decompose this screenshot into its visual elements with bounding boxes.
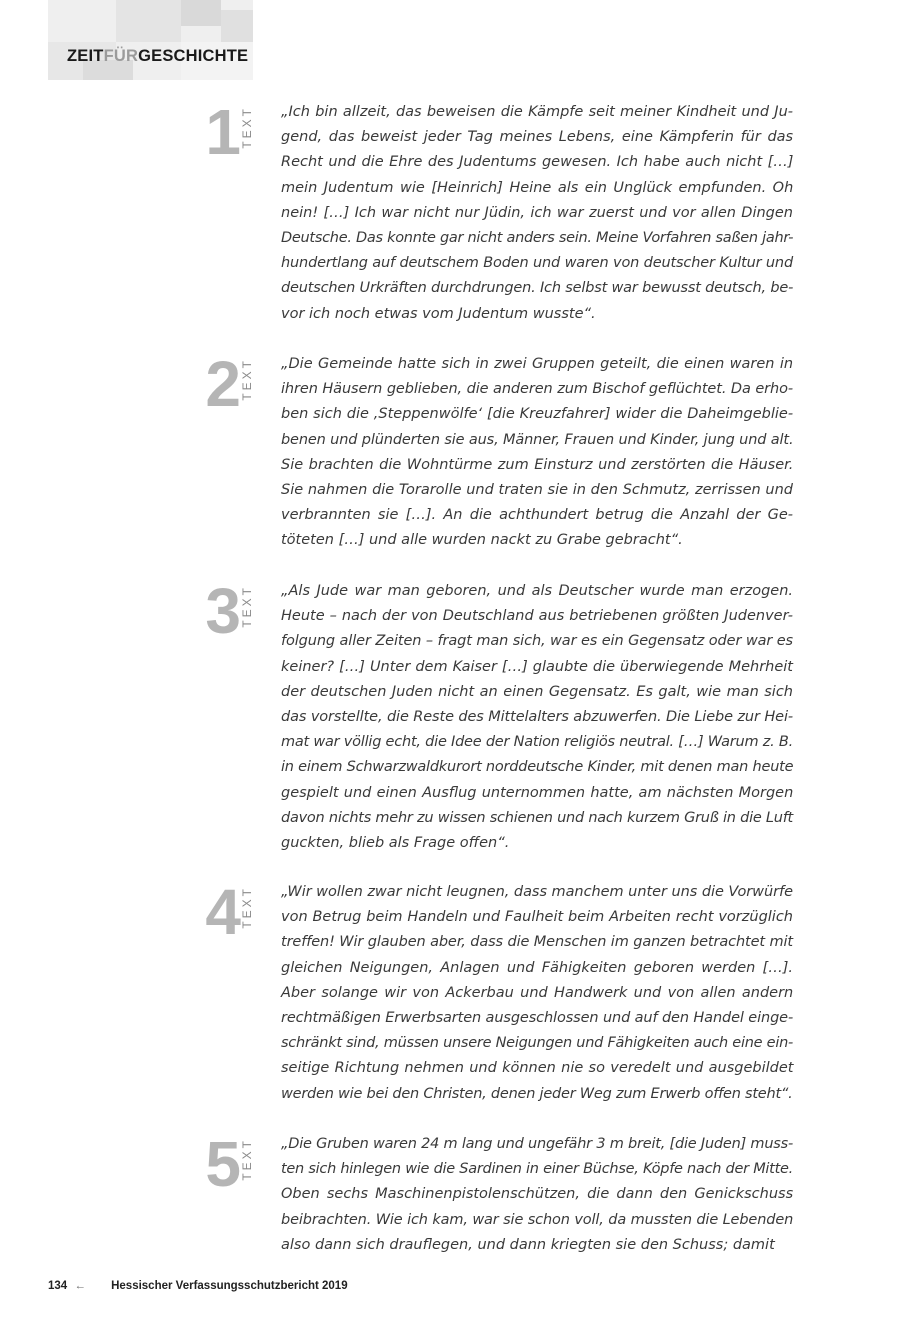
brand-logo <box>67 47 248 66</box>
quote-line: in einem Schwarzwaldkurort norddeutsche Kinder, mit denen man heute <box>281 759 794 776</box>
quote-line: Oben sechs Maschinenpistolenschützen, die dann den Genickschuss <box>281 1186 794 1203</box>
quote-text <box>281 579 793 856</box>
quote-text <box>281 1132 793 1258</box>
page-number: 134 <box>48 1280 68 1292</box>
logo-part-geschichte: GESCHICHTE <box>138 47 249 65</box>
quote-line: „Ich bin allzeit, das beweisen die Kämpfe seit meiner Kindheit und Ju- <box>281 104 793 120</box>
quote-text <box>281 100 793 327</box>
quote-line: Sie brachten die Wohntürme zum Einsturz und zerstörten die Häuser. <box>281 456 794 473</box>
quote-line: Deutsche. Das konnte gar nicht anders sein. Meine Vorfahren saßen jahr- <box>281 230 794 247</box>
quote-line: benen und plünderten sie aus, Männer, Frauen und Kinder, jung und alt. <box>281 431 794 448</box>
quote-line: gleichen Neigungen, Anlagen und Fähigkeiten geboren werden […]. <box>281 959 793 976</box>
quote-line: seitige Richtung nehmen und können nie so veredelt und ausgebildet <box>281 1060 794 1077</box>
logo-background <box>48 0 253 80</box>
text-label: TEXT <box>240 1138 254 1181</box>
quote-line: Heute – nach der von Deutschland aus betriebenen größten Judenver- <box>281 608 793 625</box>
quote-line: Sie nahmen die Torarolle und traten sie in den Schmutz, zerrissen und <box>281 482 793 499</box>
quote-line: schränkt sind, müssen unsere Neigungen und Fähigkeiten auch eine ein- <box>281 1035 793 1052</box>
quote-line: deutschen Urkräften durchdrungen. Ich selbst war bewusst deutsch, be- <box>281 280 794 297</box>
quote-line: keiner? […] Unter dem Kaiser […] glaubte die überwiegende Mehrheit <box>281 658 793 675</box>
text-number: 2 <box>205 348 241 420</box>
quote-line: also dann sich drauflegen, und dann kriegten sie den Schuss; damit <box>281 1236 775 1253</box>
quote-line: „Als Jude war man geboren, und als Deutscher wurde man erzogen. <box>281 583 793 599</box>
text-number: 5 <box>205 1128 241 1200</box>
quote-line: der deutschen Juden nicht an einen Gegensatz. Es galt, wie man sich <box>281 683 793 700</box>
text-label: TEXT <box>240 886 254 929</box>
quote-line: „Wir wollen zwar nicht leugnen, dass manchem unter uns die Vorwürfe <box>281 884 793 900</box>
quote-line: töteten […] und alle wurden nackt zu Grabe gebracht“. <box>281 532 683 549</box>
quote-line: werden wie bei den Christen, denen jeder Weg zum Erwerb offen steht“. <box>281 1085 793 1102</box>
quote-line: hundertlang auf deutschem Boden und waren von deutscher Kultur und <box>281 255 793 272</box>
quote-line: guckten, blieb als Frage offen“. <box>281 835 510 852</box>
text-label: TEXT <box>240 106 254 149</box>
back-arrow-icon[interactable]: ← <box>74 1280 86 1292</box>
text-number: 1 <box>205 96 241 168</box>
quote-line: gend, das beweist jeder Tag meines Lebens, eine Kämpferin für das <box>281 129 794 146</box>
quote-line: folgung aller Zeiten – fragt man sich, war es ein Gegensatz oder war es <box>281 633 793 650</box>
text-label: TEXT <box>240 358 254 401</box>
quote-line: verbrannten sie […]. An die achthundert betrug die Anzahl der Ge- <box>281 507 793 524</box>
quote-line: vor ich noch etwas vom Judentum wusste“. <box>281 305 596 322</box>
quote-line: das vorstellte, die Reste des Mittelalters abzuwerfen. Die Liebe zur Hei- <box>281 709 794 726</box>
quote-line: ihren Häusern geblieben, die anderen zum Bischof geflüchtet. Da erho- <box>281 381 793 398</box>
quote-line: Aber solange wir von Ackerbau und Handwerk und von allen andern <box>281 984 794 1001</box>
quote-line: von Betrug beim Handeln und Faulheit beim Arbeiten recht vorzüglich <box>281 909 793 926</box>
quote-line: gespielt und einen Ausflug unternommen hatte, am nächsten Morgen <box>281 784 794 801</box>
quote-line: davon nichts mehr zu wissen schienen und nach kurzem Gruß in die Luft <box>281 809 793 826</box>
logo-part-zeit: ZEIT <box>67 47 104 65</box>
page-footer <box>48 1280 348 1292</box>
logo-part-fuer: FÜR <box>103 47 139 65</box>
quote-line: rechtmäßigen Erwerbsarten ausgeschlossen und auf den Handel einge- <box>281 1010 794 1027</box>
quote-line: treffen! Wir glauben aber, dass die Menschen im ganzen betrachtet mit <box>281 934 793 951</box>
publication-title: Hessischer Verfassungsschutzbericht 2019 <box>111 1280 348 1292</box>
quote-line: mein Judentum wie [Heinrich] Heine als ein Unglück empfunden. Oh <box>281 179 794 196</box>
text-label: TEXT <box>240 585 254 628</box>
quote-text <box>281 352 793 554</box>
quote-line: ten sich hinlegen wie die Sardinen in einer Büchse, Köpfe nach der Mitte. <box>281 1161 793 1178</box>
quote-line: beibrachten. Wie ich kam, war sie schon voll, da mussten die Lebenden <box>281 1211 794 1228</box>
quote-line: „Die Gemeinde hatte sich in zwei Gruppen geteilt, die einen waren in <box>281 356 794 372</box>
quote-line: ben sich die ‚Steppenwölfe‘ [die Kreuzfahrer] wider die Daheimgeblie- <box>281 406 794 423</box>
text-number: 4 <box>205 876 241 948</box>
quote-line: Recht und die Ehre des Judentums gewesen. Ich habe auch nicht […] <box>281 154 794 171</box>
quote-line: „Die Gruben waren 24 m lang und ungefähr 3 m breit, [die Juden] muss- <box>281 1136 793 1152</box>
text-number: 3 <box>205 575 241 647</box>
quote-line: nein! […] Ich war nicht nur Jüdin, ich war zuerst und vor allen Dingen <box>281 204 793 221</box>
quote-line: mat war völlig echt, die Idee der Nation religiös neutral. […] Warum z. B. <box>281 734 793 751</box>
quote-text <box>281 880 793 1107</box>
